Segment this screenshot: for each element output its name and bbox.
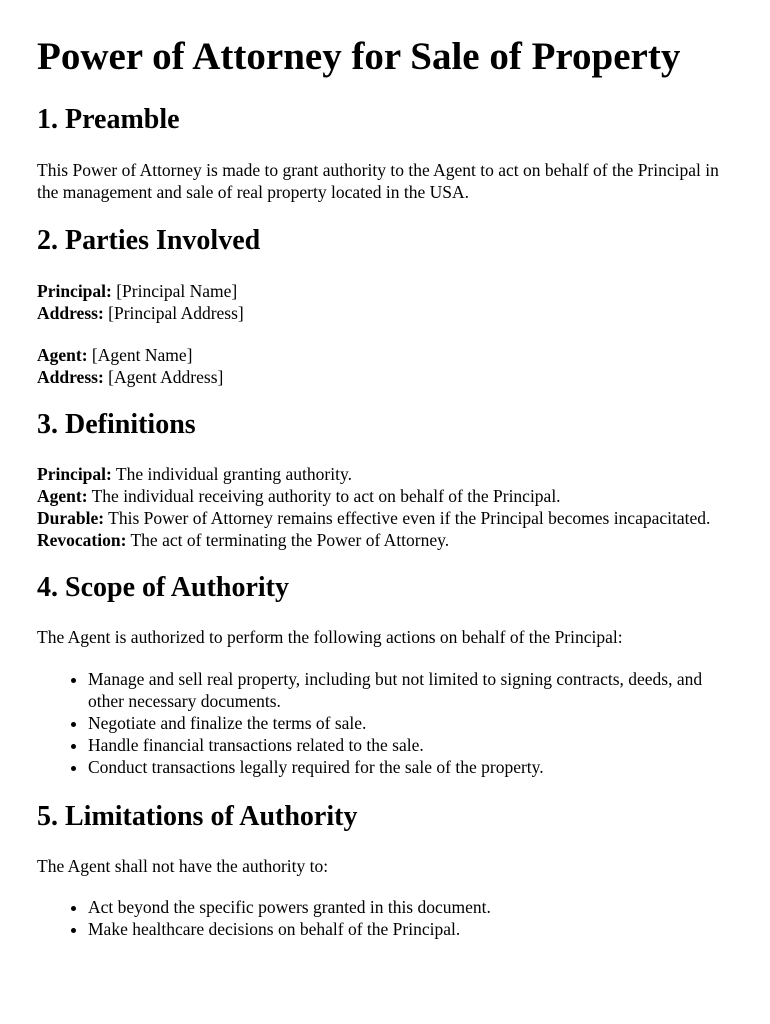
definition-term: Revocation: (37, 530, 127, 550)
list-item: • Act beyond the specific powers granted in this document. (88, 896, 730, 918)
definition-item (37, 529, 730, 551)
agent-block (37, 344, 730, 388)
preamble-text: This Power of Attorney is made to grant authority to the Agent to act on behalf of the Principal in the management and sale of real property located in the USA. (37, 160, 719, 202)
definition-item (37, 485, 730, 507)
section-heading-scope: 4. Scope of Authority (37, 572, 289, 603)
definition-text: The act of terminating the Power of Attorney. (126, 530, 450, 550)
agent-address-line (37, 366, 730, 388)
scope-intro: The Agent is authorized to perform the following actions on behalf of the Principal: (37, 627, 623, 647)
principal-address-line (37, 302, 730, 324)
definition-term: Durable: (37, 508, 105, 528)
section-heading-preamble: 1. Preamble (37, 104, 180, 135)
agent-line (37, 344, 730, 366)
definition-term: Principal: (37, 464, 112, 484)
limitations-list (37, 896, 730, 940)
list-item: • Make healthcare decisions on behalf of the Principal. (88, 918, 730, 940)
principal-value: [Principal Name] (111, 281, 238, 301)
list-item: • Handle financial transactions related to the sale. (88, 734, 730, 756)
definition-item (37, 463, 730, 485)
principal-block (37, 280, 730, 324)
list-item: • Conduct transactions legally required for the sale of the property. (88, 756, 730, 778)
definition-text: The individual granting authority. (111, 464, 352, 484)
agent-label: Agent: (37, 345, 88, 365)
scope-list (37, 668, 730, 778)
section-heading-definitions: 3. Definitions (37, 409, 196, 440)
limitations-intro: The Agent shall not have the authority to: (37, 856, 329, 876)
principal-address-label: Address: (37, 303, 104, 323)
section-heading-limitations: 5. Limitations of Authority (37, 801, 358, 832)
principal-address-value: [Principal Address] (103, 303, 244, 323)
definition-text: The individual receiving authority to act on behalf of the Principal. (87, 486, 561, 506)
agent-value: [Agent Name] (87, 345, 193, 365)
section-heading-parties: 2. Parties Involved (37, 225, 261, 256)
document-title: Power of Attorney for Sale of Property (37, 35, 681, 78)
list-item: • Manage and sell real property, including but not limited to signing contracts, deeds, and other necessary documents. (88, 668, 730, 712)
definition-text: This Power of Attorney remains effective even if the Principal becomes incapacitated. (104, 508, 711, 528)
definitions-list (37, 463, 730, 551)
agent-address-label: Address: (37, 367, 104, 387)
principal-line (37, 280, 730, 302)
principal-label: Principal: (37, 281, 112, 301)
definition-term: Agent: (37, 486, 88, 506)
agent-address-value: [Agent Address] (103, 367, 224, 387)
list-item: • Negotiate and finalize the terms of sale. (88, 712, 730, 734)
definition-item (37, 507, 730, 529)
